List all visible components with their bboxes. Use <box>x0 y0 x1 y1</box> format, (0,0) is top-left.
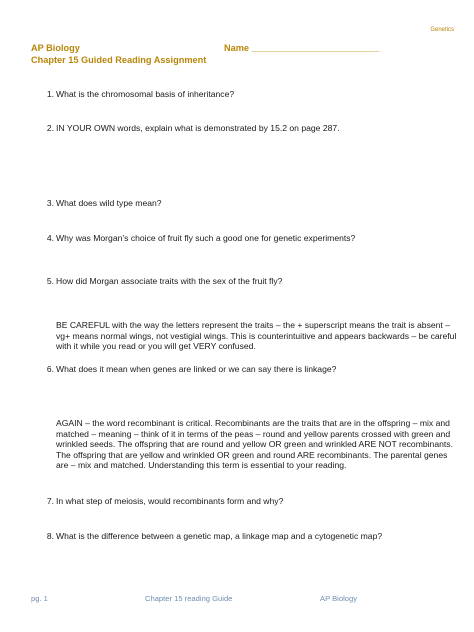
recombinant-note: AGAIN – the word recombinant is critical. Recombinants are the traits that are in the offspring – mix and matched – meaning – think of it in terms of the peas – round and yellow parents crossed with green and wrinkled seeds. The offspring that are round and yellow OR green and wrinkled ARE NOT recombinants. The offspring that are yellow and wrinkled OR green and round ARE recombinants. The parental genes are – mix and matched. Understanding this term is essential to your reading. <box>56 418 453 471</box>
question-text: Why was Morgan’s choice of fruit fly such a good one for genetic experiments? <box>56 233 356 243</box>
header-genetics-tag: Genetics <box>430 27 454 33</box>
careful-note: BE CAREFUL with the way the letters represent the traits – the + superscript means the trait is absent – vg+ means normal wings, not vestigial wings. This is counterintuitive and appears backwards – be careful with it while you read or you will get VERY confused. <box>56 320 457 352</box>
footer-course: AP Biology <box>320 594 358 603</box>
question-text: What does wild type mean? <box>56 198 162 208</box>
name-field-label: Name _________________________ <box>224 43 380 53</box>
question-number: 3. <box>46 198 54 208</box>
question-number: 4. <box>46 233 54 243</box>
footer-page-number: pg. 1 <box>31 594 48 603</box>
question-number: 7. <box>46 496 54 506</box>
question-number: 1. <box>46 89 54 99</box>
question-text: IN YOUR OWN words, explain what is demonstrated by 15.2 on page 287. <box>56 123 340 133</box>
question-text: What is the chromosomal basis of inheritance? <box>56 89 235 99</box>
footer-guide-title: Chapter 15 reading Guide <box>145 594 233 603</box>
question-number: 6. <box>46 364 54 374</box>
assignment-title: Chapter 15 Guided Reading Assignment <box>31 55 207 65</box>
question-text: What does it mean when genes are linked or we can say there is linkage? <box>56 364 337 374</box>
question-number: 8. <box>46 531 54 541</box>
question-text: What is the difference between a genetic map, a linkage map and a cytogenetic map? <box>56 531 383 541</box>
course-title: AP Biology <box>31 43 80 53</box>
question-text: In what step of meiosis, would recombinants form and why? <box>56 496 284 506</box>
question-text: How did Morgan associate traits with the sex of the fruit fly? <box>56 276 283 286</box>
question-number: 2. <box>46 123 54 133</box>
question-number: 5. <box>46 276 54 286</box>
